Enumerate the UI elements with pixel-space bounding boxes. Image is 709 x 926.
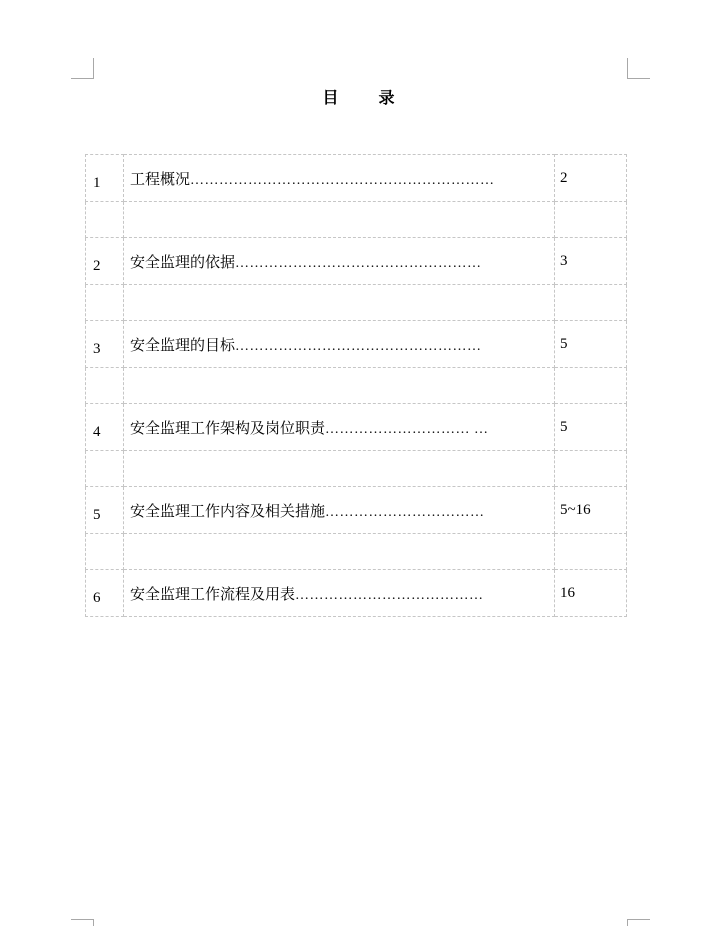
toc-leader-dots: ………………………… … [325, 421, 489, 437]
toc-entry-title[interactable] [124, 570, 555, 617]
toc-spacer-row [86, 368, 627, 404]
toc-entry-number: 4 [86, 404, 124, 451]
toc-entry-title-text: 安全监理工作内容及相关措施 [130, 501, 326, 520]
toc-entry-3[interactable] [86, 321, 627, 368]
page-title-char-1: 目 [322, 88, 341, 107]
toc-entry-page: 3 [555, 238, 627, 285]
toc-entry-title-text: 工程概况 [130, 169, 191, 188]
toc-leader-dots: ………………………………… [295, 587, 484, 603]
toc-entry-5[interactable] [86, 487, 627, 534]
toc-entry-2[interactable] [86, 238, 627, 285]
page-corner-mark-top-left [71, 58, 94, 79]
toc-entry-title-text: 安全监理的依据 [130, 252, 236, 271]
toc-entry-number: 2 [86, 238, 124, 285]
toc-entry-number: 1 [86, 155, 124, 202]
page-title-char-2: 录 [378, 88, 397, 107]
toc-entry-6[interactable] [86, 570, 627, 617]
toc-entry-title[interactable] [124, 238, 555, 285]
toc-leader-dots: …………………………… [325, 504, 485, 520]
toc-spacer-row [86, 202, 627, 238]
toc-entry-number: 5 [86, 487, 124, 534]
toc-entry-4[interactable] [86, 404, 627, 451]
toc-entry-title-text: 安全监理的目标 [130, 335, 236, 354]
toc-leader-dots: …………………………………………… [235, 255, 482, 271]
toc-entry-number: 6 [86, 570, 124, 617]
toc-entry-title[interactable] [124, 487, 555, 534]
toc-leader-dots: …………………………………………… [235, 338, 482, 354]
toc-entry-title[interactable] [124, 321, 555, 368]
toc-spacer-row [86, 534, 627, 570]
page-title [0, 85, 709, 108]
toc-spacer-row [86, 451, 627, 487]
toc-entry-page: 5 [555, 321, 627, 368]
toc-entry-title-text: 安全监理工作架构及岗位职责 [130, 418, 326, 437]
toc-entry-page: 5~16 [555, 487, 627, 534]
toc-entry-page: 5 [555, 404, 627, 451]
page-corner-mark-top-right [627, 58, 650, 79]
toc-entry-page: 2 [555, 155, 627, 202]
toc-entry-page: 16 [555, 570, 627, 617]
toc-leader-dots: ……………………………………………………… [190, 172, 495, 188]
toc-spacer-row [86, 285, 627, 321]
toc-entry-title[interactable] [124, 155, 555, 202]
toc-entry-title-text: 安全监理工作流程及用表 [130, 584, 296, 603]
toc-entry-title[interactable] [124, 404, 555, 451]
toc-entry-1[interactable] [86, 155, 627, 202]
toc-entry-number: 3 [86, 321, 124, 368]
toc-table [85, 154, 627, 617]
